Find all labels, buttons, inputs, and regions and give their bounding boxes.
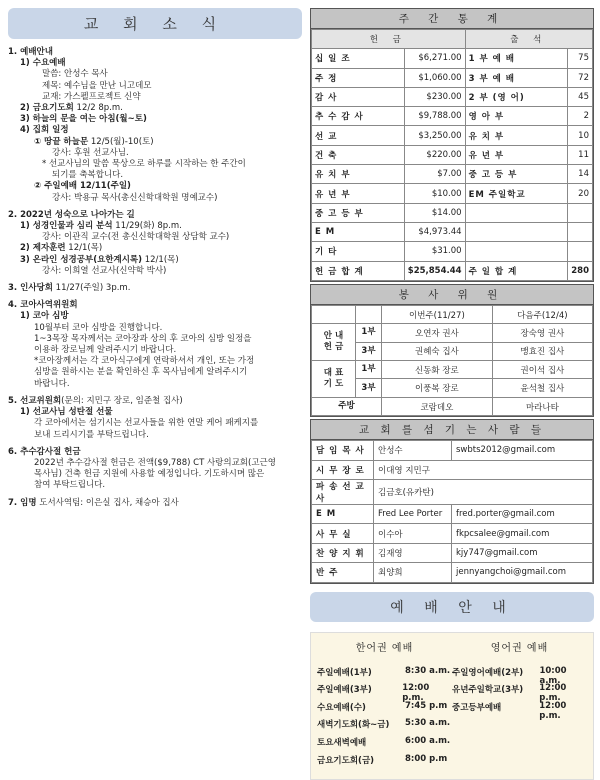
service-time: 7:45 p.m [405,700,448,711]
offering-amount: $10.00 [404,184,465,203]
weekly-row [312,87,593,106]
offering-amount: $7.00 [404,165,465,184]
attendance-label: 3 부 예 배 [465,68,568,87]
prayer-label: 대 표 기 도 [312,361,356,398]
right-column [310,8,594,780]
kitchen-label: 주방 [312,397,382,415]
korean-service-row [317,666,452,684]
total-offering-label: 헌 금 합 계 [312,261,405,280]
staff-role: 시 무 장 로 [312,460,374,479]
notice-line: 2022년 추수감사절 헌금은 전액($9,788) CT 사랑의교회(고근영 [34,457,276,468]
service-name: 토요새벽예배 [317,737,367,748]
attendance-label: 2 부 (영 어) [465,87,568,106]
notice-line: 목사님) 건축 헌금 지원에 사용할 예정입니다. 기도하시며 많은 [34,469,265,480]
staff-name: Fred Lee Porter [374,504,452,523]
weekly-row [312,68,593,87]
staff-email[interactable]: fkpcsalee@gmail.com [452,524,593,543]
service-time: 3부 [356,379,382,397]
notice-line: 2. 2022년 성숙으로 나아가는 길 [8,209,135,220]
notice-line: 10월부터 코아 심방을 진행합니다. [34,322,163,333]
notice-line: 각 코아에서는 섬기시는 선교사들을 위한 연말 케어 패케지를 [34,418,259,429]
kitchen-this-week: 코람데오 [382,397,493,415]
weekly-stats [310,8,594,282]
attendance-count: 2 [568,107,593,126]
church-news-column [8,8,302,509]
english-worship-header: 영어권 예배 [490,642,549,654]
offering-label: 건 축 [312,145,405,164]
offering-label: E M [312,222,405,241]
offering-label: 주 정 [312,68,405,87]
notice-line: 바랍니다. [34,378,70,389]
weekly-row [312,242,593,261]
notice-line: 1) 코아 심방 [20,311,69,322]
attendance-label: 영 아 부 [465,107,568,126]
next-week-name: 맹효진 집사 [492,342,592,360]
total-offering: $25,854.44 [404,261,465,280]
notices-list [8,47,302,509]
attendance-label: 유 년 부 [465,145,568,164]
offering-amount: $220.00 [404,145,465,164]
service-time: 12:00 p.m. [402,683,430,704]
attendance-count: 20 [568,184,593,203]
next-week-name: 권이석 집사 [492,361,592,379]
weekly-row [312,165,593,184]
notice-line: 1) 성경인물과 심리 분석 11/29(화) 8p.m. [20,221,182,232]
worship-schedule [310,632,594,780]
next-week-header: 다음주(12/4) [492,305,592,323]
attendance-count: 75 [568,49,593,68]
notice-line: 참여 부탁드립니다. [34,480,106,491]
service-time: 5:30 a.m. [405,718,451,729]
service-time: 8:30 a.m. [405,665,451,676]
attendance-label: EM 주일학교 [465,184,568,203]
staff-name: 김금호(유카탄) [374,479,593,504]
weekly-stats-title: 주 간 통 계 [311,9,593,29]
attendance-label [465,222,568,241]
offering-amount: $1,060.00 [404,68,465,87]
notice-line: *코아장께서는 각 코아식구에게 연락하셔서 개인, 또는 가정 [34,356,255,367]
offering-label: 중 고 등 부 [312,203,405,222]
notice-line: 2) 제자훈련 12/1(목) [20,243,103,254]
staff-name: 이수아 [374,524,452,543]
staff-name: 안성수 [374,441,452,460]
church-news-title: 교 회 소 식 [8,8,302,39]
this-week-name: 권혜숙 집사 [382,342,493,360]
notice-line: ② 주일예배 12/11(주일) [34,181,131,192]
service-committee [310,284,594,417]
notice-line: 3) 하늘의 문을 여는 아침(월~토) [20,114,147,125]
english-worship [452,639,587,771]
service-time: 6:00 a.m. [405,735,451,746]
offering-label: 십 일 조 [312,49,405,68]
korean-worship-header: 한어권 예배 [355,642,414,654]
notice-line: 6. 추수감사절 헌금 [8,446,81,457]
notice-line: 1) 수요예배 [20,58,66,69]
offering-amount: $230.00 [404,87,465,106]
next-week-name: 윤석철 집사 [492,379,592,397]
notice-line: 강사: 이관직 교수(전 총신신학대학원 상담학 교수) [42,232,230,243]
offering-label: 선 교 [312,126,405,145]
service-name: 중고등부예배 [452,702,502,713]
offering-label: 감 사 [312,87,405,106]
staff-table [311,440,593,582]
notice-line: 강사: 후원 선교사님. [52,147,129,158]
korean-service-row [317,736,452,754]
staff-role: 담 임 목 사 [312,441,374,460]
this-week-name: 이풍복 장로 [382,379,493,397]
notice-line: 되기를 축복합니다. [52,170,124,181]
notice-line: 4. 코아사역위원회 [8,300,78,311]
weekly-row [312,222,593,241]
service-time: 12:00 p.m. [539,683,567,704]
weekly-row [312,145,593,164]
staff-email[interactable]: swbts2012@gmail.com [452,441,593,460]
staff-name: 최양희 [374,563,452,582]
service-time: 3부 [356,342,382,360]
staff-role: E M [312,504,374,523]
service-name: 금요기도회(금) [317,755,375,766]
staff-name: 김재영 [374,543,452,562]
staff-role: 찬 양 지 휘 [312,543,374,562]
korean-service-row [317,718,452,736]
offering-amount: $4,973.44 [404,222,465,241]
offering-amount: $14.00 [404,203,465,222]
kitchen-next-week: 마라나타 [492,397,592,415]
notice-line: 보내 드리시기를 부탁드립니다. [34,429,149,440]
weekly-row [312,184,593,203]
attendance-count [568,222,593,241]
service-time: 1부 [356,361,382,379]
notice-line: 강사: 박용규 목사(총신신학대학원 명예교수) [52,192,218,203]
offering-header: 헌 금 [312,30,466,49]
service-time: 10:00 a.m. [539,665,567,686]
notice-line: ① 땅끝 하늘문 12/5(월)-10(토) [34,136,154,147]
notice-line: 제목: 예수님을 만난 니고데모 [42,80,152,91]
weekly-row [312,126,593,145]
notice-line: 3. 인사당회 11/27(주일) 3p.m. [8,283,131,294]
service-table [311,305,593,416]
attendance-label: 1 부 예 배 [465,49,568,68]
attendance-count [568,242,593,261]
worship-title: 예 배 안 내 [310,592,594,622]
next-week-name: 장숙영 권사 [492,324,592,342]
staff-box [310,419,594,583]
service-committee-title: 봉 사 위 원 [311,285,593,305]
total-attendance: 280 [568,261,593,280]
offering-amount: $9,788.00 [404,107,465,126]
notice-line: 심방을 원하시는 분을 확인하신 후 목사님에게 알려주시기 [34,367,248,378]
english-service-row [452,683,587,704]
service-name: 수요예배(수) [317,702,366,713]
offering-amount: $6,271.00 [404,49,465,68]
attendance-header: 출 석 [465,30,592,49]
notice-line: 1) 선교사님 성탄절 선물 [20,407,113,418]
this-week-name: 오연자 권사 [382,324,493,342]
this-week-header: 이번주(11/27) [382,305,493,323]
staff-email[interactable]: jennyangchoi@gmail.com [452,563,593,582]
staff-title: 교 회 를 섬 기 는 사 람 들 [311,420,593,440]
offering-label: 추 수 감 사 [312,107,405,126]
staff-name: 이대영 지민구 [374,460,593,479]
attendance-count: 10 [568,126,593,145]
staff-role: 사 무 실 [312,524,374,543]
attendance-label [465,203,568,222]
offering-label: 기 타 [312,242,405,261]
this-week-name: 신동화 장로 [382,361,493,379]
notice-line: 교재: 가스펠프로젝트 신약 [42,91,141,102]
korean-service-row [317,701,452,719]
notice-line: 이용하 장로님께 알려주시기 바랍니다. [34,345,177,356]
service-time: 8:00 p.m [405,753,448,764]
service-name: 새벽기도회(화~금) [317,720,390,731]
notice-line: 말씀: 안성수 목사 [42,69,108,80]
attendance-count: 72 [568,68,593,87]
weekly-stats-table [311,29,593,281]
korean-worship [317,639,452,771]
weekly-row [312,203,593,222]
attendance-count: 11 [568,145,593,164]
attendance-label [465,242,568,261]
english-service-row [452,701,587,719]
english-service-row [452,666,587,684]
attendance-count [568,203,593,222]
notice-line: 1~3목장 목자께서는 코아장과 상의 후 코아의 심방 일정을 [34,333,252,344]
attendance-count: 45 [568,87,593,106]
offering-amount: $3,250.00 [404,126,465,145]
korean-service-row [317,754,452,772]
notice-line: 4) 집회 일정 [20,125,69,136]
staff-email[interactable]: fred.porter@gmail.com [452,504,593,523]
korean-service-row [317,683,452,704]
offering-amount: $31.00 [404,242,465,261]
service-time: 12:00 p.m. [539,700,567,721]
service-name: 주일예배(3부) [317,685,372,696]
notice-line: 5. 선교위원회(문의: 지민구 장로, 임준철 집사) [8,395,183,406]
notice-line: 7. 임명 도서사역팀: 이은실 집사, 채승아 집사 [8,497,179,508]
weekly-row [312,107,593,126]
notice-line: * 선교사님의 말씀 묵상으로 하루를 시작하는 한 주간이 [42,159,246,170]
offering-label: 유 치 부 [312,165,405,184]
service-name: 주일영어예배(2부) [452,667,524,678]
offering-label: 유 년 부 [312,184,405,203]
weekly-row [312,49,593,68]
attendance-label: 중 고 등 부 [465,165,568,184]
staff-role: 반 주 [312,563,374,582]
notice-line: 1. 예배안내 [8,47,53,57]
total-attendance-label: 주 일 합 계 [465,261,568,280]
staff-role: 파 송 선 교 사 [312,479,374,504]
attendance-count: 14 [568,165,593,184]
usher-label: 안 내 헌 금 [312,324,356,361]
notice-line: 2) 금요기도회 12/2 8p.m. [20,103,123,114]
service-name: 주일예배(1부) [317,667,372,678]
attendance-label: 유 치 부 [465,126,568,145]
service-name: 유년주일학교(3부) [452,685,524,696]
service-time: 1부 [356,324,382,342]
notice-line: 3) 온라인 성경공부(요한계시록) 12/1(목) [20,254,179,265]
notice-line: 강사: 이희열 선교사(신약학 박사) [42,265,167,276]
staff-email[interactable]: kjy747@gmail.com [452,543,593,562]
